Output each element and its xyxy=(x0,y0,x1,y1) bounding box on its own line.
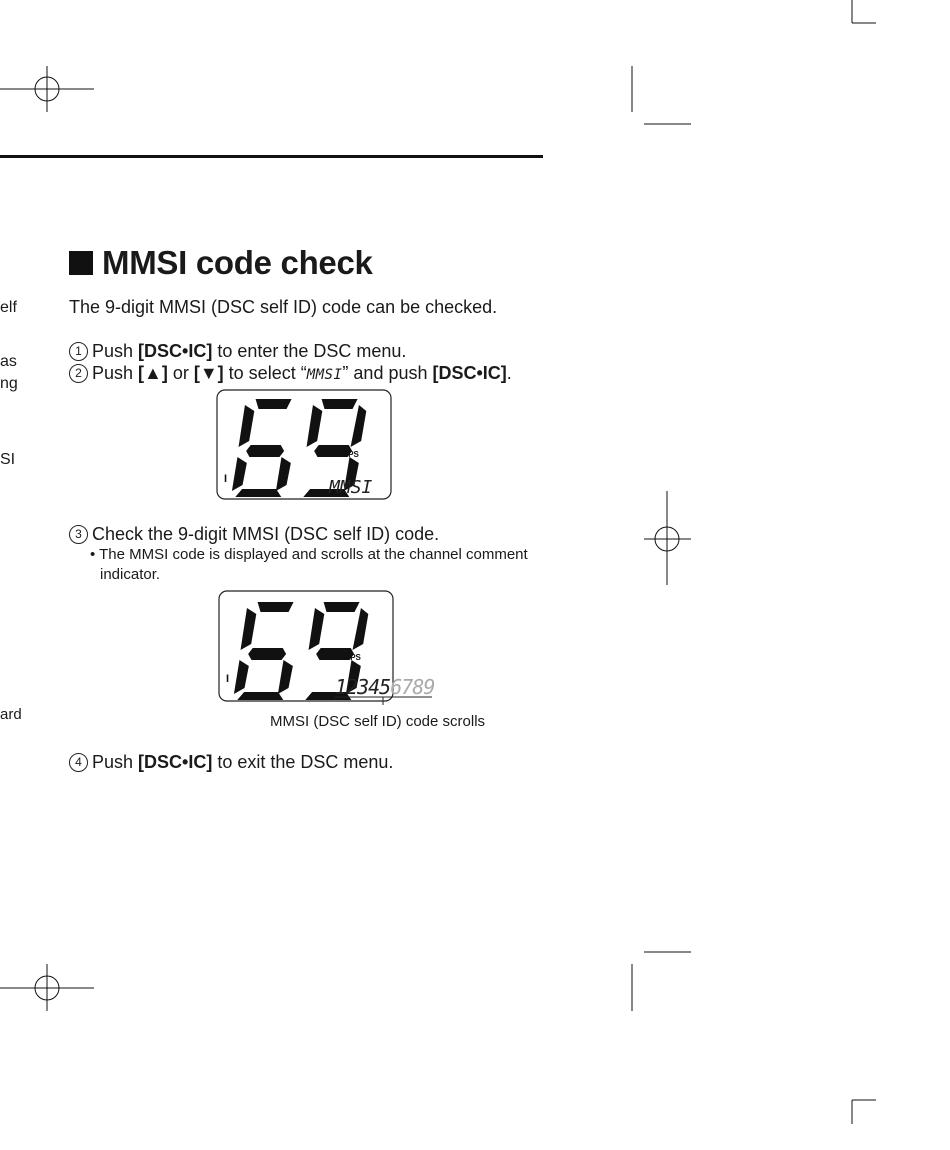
lcd-word: MMSI xyxy=(306,367,343,383)
step-number: 3 xyxy=(69,525,88,544)
step-2: 2 Push [▲] or [▼] to select “MMSI” and push [DSC•IC]. xyxy=(69,363,512,385)
indicator-label: I xyxy=(226,673,230,685)
left-page-fragment: elf xyxy=(0,299,17,316)
step-3-note-cont: indicator. xyxy=(100,566,161,583)
section-title: MMSI code check xyxy=(102,244,373,281)
left-page-fragment: ng xyxy=(0,375,18,392)
lcd-display-mmsi-code xyxy=(218,590,440,705)
gps-label: GPS xyxy=(342,450,359,459)
crosshair-top-left-icon xyxy=(0,66,94,112)
step-1: 1 Push [DSC•IC] to enter the DSC menu. xyxy=(69,341,406,363)
intro-text: The 9-digit MMSI (DSC self ID) code can be checked. xyxy=(69,297,498,317)
down-key: [▼] xyxy=(193,363,224,383)
step-3-note: • The MMSI code is displayed and scrolls at the channel comment xyxy=(90,546,528,563)
dsc-key: [DSC•IC] xyxy=(138,341,213,361)
up-key: [▲] xyxy=(138,363,168,383)
section-heading xyxy=(69,244,373,282)
mmsi-code-visible: 123456789 xyxy=(335,675,435,699)
dsc-key: [DSC•IC] xyxy=(432,363,507,383)
step-number: 2 xyxy=(69,364,88,383)
comment-text: MMSI xyxy=(329,477,373,498)
step-4: 4 Push [DSC•IC] to exit the DSC menu. xyxy=(69,752,393,774)
indicator-label: I xyxy=(224,473,228,485)
display-caption: MMSI (DSC self ID) code scrolls xyxy=(270,713,486,730)
left-page-fragment: ard xyxy=(0,706,22,723)
square-bullet-icon xyxy=(69,251,93,275)
left-page-fragment: SI xyxy=(0,451,16,468)
crosshair-bottom-left-icon xyxy=(0,964,94,1011)
step-number: 1 xyxy=(69,342,88,361)
left-page-fragment: as xyxy=(0,353,17,370)
step-number: 4 xyxy=(69,753,88,772)
step-3: 3 Check the 9-digit MMSI (DSC self ID) code. xyxy=(69,524,439,546)
header-rule xyxy=(0,155,543,158)
crop-mark-bottom-icon xyxy=(632,952,876,1124)
crop-mark-top-icon xyxy=(632,0,876,124)
gps-label: GPS xyxy=(344,653,361,662)
crosshair-right-icon xyxy=(644,491,691,585)
lcd-display-mmsi xyxy=(216,389,394,502)
dsc-key: [DSC•IC] xyxy=(138,752,213,772)
mmsi-code-scrolling: 6789 xyxy=(390,675,435,699)
